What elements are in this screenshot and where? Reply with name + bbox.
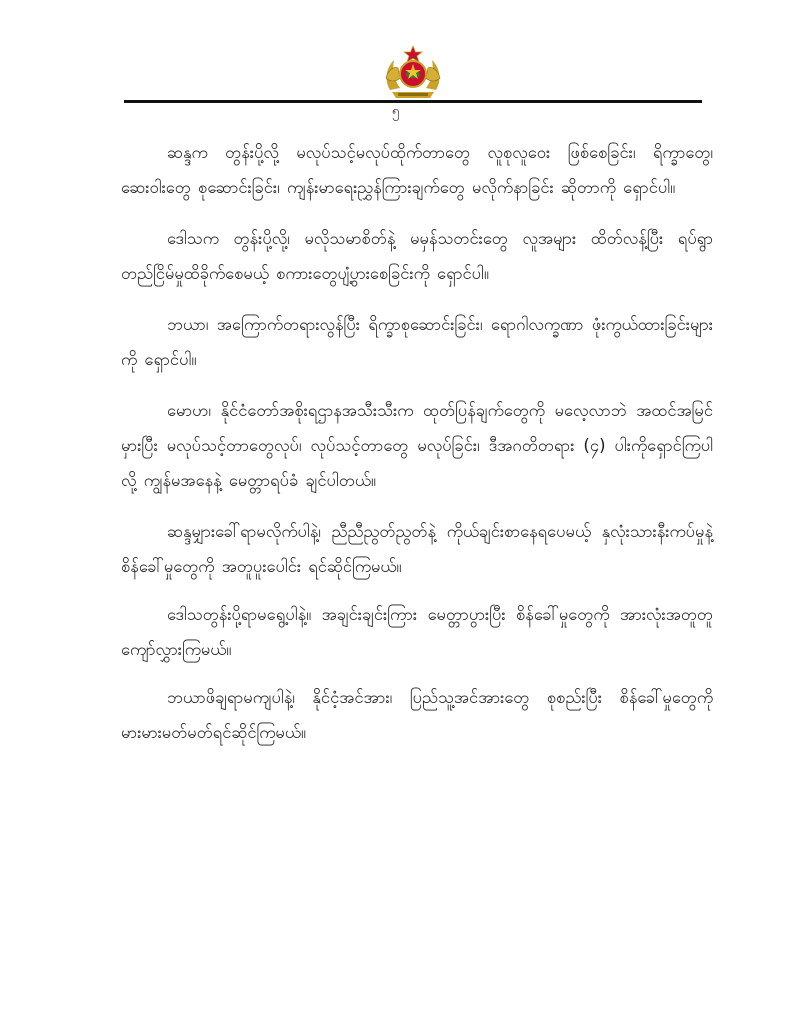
paragraph: ဒေါသတွန်းပို့ရာမရွေ့ပါနဲ့။ အချင်းချင်းကြား မေတ္တာပွားပြီး စိန်ခေါ်မှုတွေကို အားလုံးအတူတူကျော်လွှားကြမယ်။: [121, 605, 713, 659]
paragraph: ဒေါသက တွန်းပို့လို့၊ မလိုသမာစိတ်နဲ့ မမှန်သတင်းတွေ လူအများ ထိတ်လန့်ပြီး ရပ်ရွာတည်ငြိမ်မှုထိခိုက်စေမယ့် စကားတွေပျံ့ပွားစေခြင်းကို ရှောင်ပါ။: [121, 229, 713, 283]
paragraph: ဆန္ဒမျှားခေါ်ရာမလိုက်ပါနဲ့၊ ညီညီညွတ်ညွတ်နဲ့ ကိုယ်ချင်းစာနေရပေမယ့် နှလုံးသားနီးကပ်မှုနဲ့ စိန်ခေါ်မှုတွေကို အတူပူးပေါင်း ရင်ဆိုင်ကြမယ်။: [121, 522, 713, 576]
paragraph: မောဟ၊ နိုင်ငံတော်အစိုးရဌာနအသီးသီးက ထုတ်ပြန်ချက်တွေကို မလေ့လာဘဲ အထင်အမြင်မှားပြီး မလုပ်သင့်တာတွေလုပ်၊ လုပ်သင့်တာတွေ မလုပ်ခြင်း၊ ဒီအဂတိတရား (၄) ပါးကိုရှောင်ကြပါလို့ ကျွန်မအနေနဲ့ မေတ္တာရပ်ခံ ချင်ပါတယ်။: [121, 401, 713, 490]
paragraph: ဆန္ဒက တွန်းပို့လို့ မလုပ်သင့်မလုပ်ထိုက်တာတွေ လူစုလူဝေး ဖြစ်စေခြင်း၊ ရိက္ခာတွေ၊ ဆေးဝါးတွေ စုဆောင်းခြင်း၊ ကျန်းမာရေးညွှန်ကြားချက်တွေ မလိုက်နာခြင်း ဆိုတာကို ရှောင်ပါ။: [121, 143, 713, 197]
paragraph: ဘယာ၊ အကြောက်တရားလွန်ပြီး ရိက္ခာစုဆောင်းခြင်း၊ ရောဂါလက္ခဏာ ဖုံးကွယ်ထားခြင်းများကို ရှောင်ပါ။: [121, 315, 713, 369]
page-number: ၅: [391, 104, 400, 119]
body-text: [121, 135, 713, 763]
state-seal-icon: [382, 44, 444, 100]
header-divider: [124, 100, 702, 103]
paragraph: ဘယာဖိချရာမကျပါနဲ့၊ နိုင်ငံ့အင်အား၊ ပြည်သူ့အင်အားတွေ စုစည်းပြီး စိန်ခေါ်မှုတွေကို မားမားမတ်မတ်ရင်ဆိုင်ကြမယ်။: [121, 688, 713, 742]
